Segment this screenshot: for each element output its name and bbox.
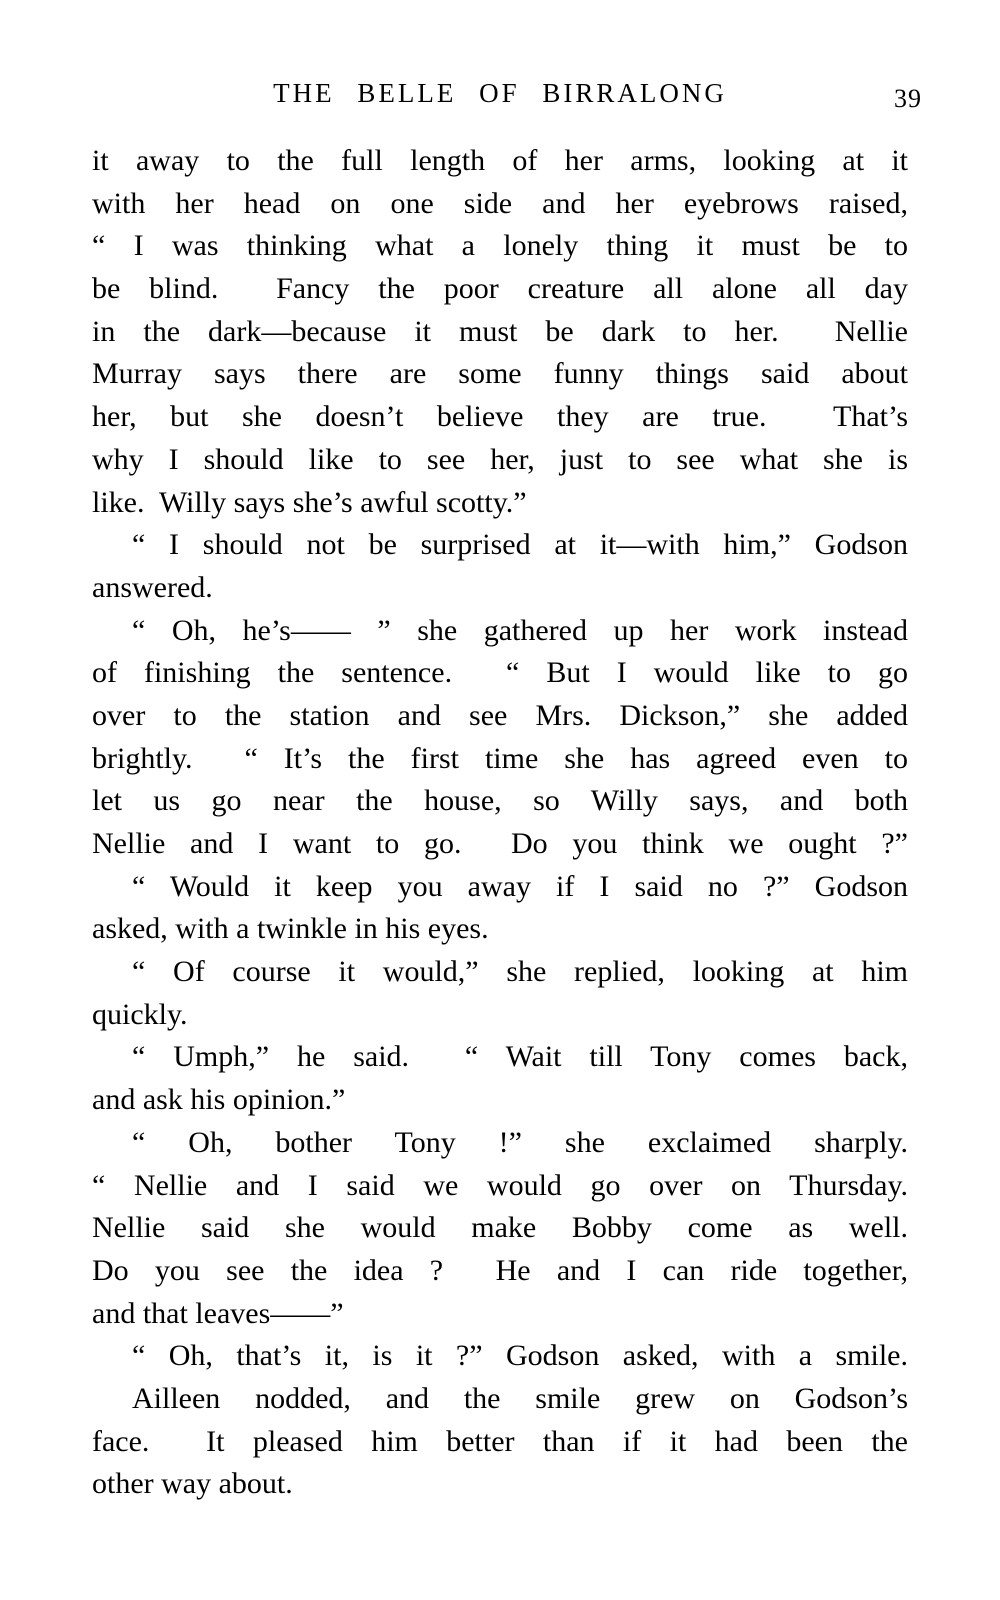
text-line: why I should like to see her, just to see what she is — [92, 442, 908, 476]
text-line: quickly. — [92, 997, 188, 1031]
text-line: brightly. “ It’s the first time she has agreed even to — [92, 741, 908, 775]
text-line: “ Nellie and I said we would go over on Thursday. — [92, 1168, 908, 1202]
text-line: and that leaves——” — [92, 1296, 344, 1330]
body-text — [92, 140, 908, 1506]
text-line: with her head on one side and her eyebrows raised, — [92, 186, 908, 220]
text-line: of finishing the sentence. “ But I would like to go — [92, 656, 908, 690]
text-line: Ailleen nodded, and the smile grew on Godson’s — [132, 1381, 908, 1415]
page-title: THE BELLE OF BIRRALONG — [273, 78, 727, 108]
text-line: “ Oh, he’s—— ” she gathered up her work instead — [132, 613, 908, 647]
text-line: like. Willy says she’s awful scotty.” — [92, 485, 527, 519]
text-line: “ I should not be surprised at it—with him,” Godson — [132, 528, 908, 562]
text-line: over to the station and see Mrs. Dickson,” she added — [92, 698, 908, 732]
text-line: face. It pleased him better than if it had been the — [92, 1424, 908, 1458]
text-line: Murray says there are some funny things said about — [92, 357, 908, 391]
text-line: answered. — [92, 570, 213, 604]
text-line: and ask his opinion.” — [92, 1083, 346, 1117]
text-line: be blind. Fancy the poor creature all alone all day — [92, 272, 908, 306]
text-line: asked, with a twinkle in his eyes. — [92, 912, 489, 946]
text-line: “ Oh, bother Tony !” she exclaimed sharply. — [132, 1125, 908, 1159]
text-line: Do you see the idea ? He and I can ride together, — [92, 1253, 908, 1287]
running-header — [92, 78, 922, 114]
text-line: her, but she doesn’t believe they are true. That’s — [92, 400, 908, 434]
text-line: it away to the full length of her arms, looking at it — [92, 144, 908, 177]
text-line: “ Umph,” he said. “ Wait till Tony comes back, — [132, 1040, 908, 1074]
text-line: “ Would it keep you away if I said no ?” Godson — [132, 869, 908, 903]
text-line: “ Of course it would,” she replied, looking at him — [132, 955, 908, 989]
text-line: “ I was thinking what a lonely thing it must be to — [92, 229, 908, 263]
text-line: other way about. — [92, 1467, 293, 1501]
text-line: Nellie said she would make Bobby come as well. — [92, 1211, 908, 1245]
text-line: “ Oh, that’s it, is it ?” Godson asked, with a smile. — [132, 1339, 908, 1373]
text-line: let us go near the house, so Willy says, and both — [92, 784, 908, 818]
text-line: in the dark—because it must be dark to her. Nellie — [92, 314, 908, 348]
text-line: Nellie and I want to go. Do you think we ought ?” — [92, 827, 908, 860]
page-number: 39 — [894, 84, 922, 113]
